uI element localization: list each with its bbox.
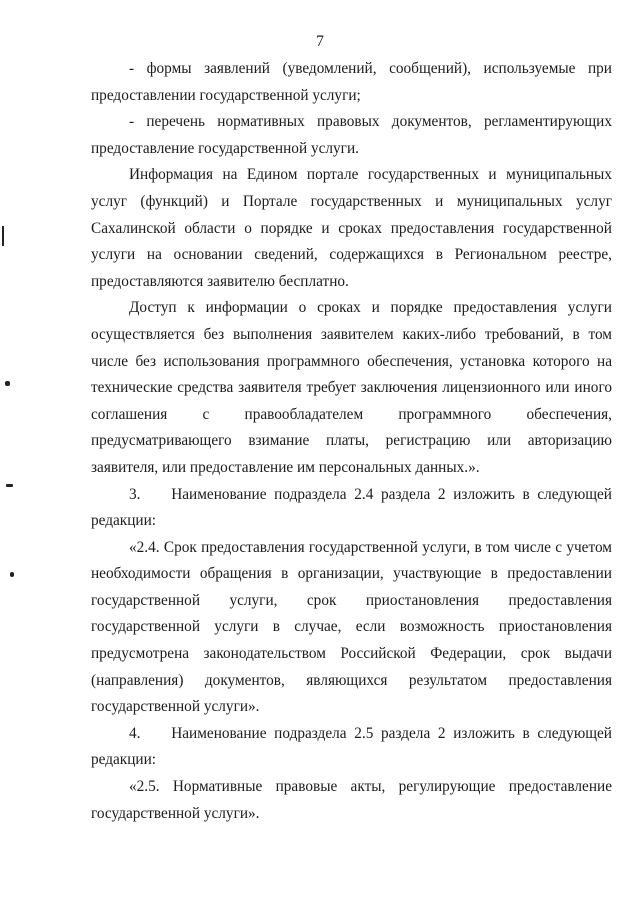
text-line: соглашения с правообладателем программного обеспечения, — [91, 405, 612, 423]
text-line: редакции: — [91, 751, 157, 769]
text-line: предоставлении государственной услуги; — [91, 86, 361, 104]
text-line: государственной услуги, срок приостановления предоставления — [91, 591, 612, 609]
text-line: государственной услуги». — [91, 698, 260, 716]
text-line: заявителя, или предоставление им персональных данных.». — [91, 458, 480, 476]
text-line: предоставляются заявителю бесплатно. — [91, 272, 349, 290]
text-line: (направления) документов, являющихся результатом предоставления — [91, 671, 612, 689]
paragraph-forms — [91, 56, 612, 109]
paragraph-section-2-5 — [91, 774, 612, 827]
text-line: предусматривающего взимание платы, регистрацию или авторизацию — [91, 432, 612, 450]
text-line: Информация на Едином портале государственных и муниципальных — [129, 166, 612, 184]
text-line: числе без использования программного обеспечения, установка которого на — [91, 352, 612, 370]
text-line: предоставление государственной услуги. — [91, 139, 359, 157]
text-line: «2.4. Срок предоставления государственной услуги, в том числе с учетом — [129, 538, 612, 556]
text-line: государственной услуги». — [91, 804, 260, 822]
text-line: государственной услуги в случае, если возможность приостановления — [91, 618, 612, 636]
text-line: услуги на основании сведений, содержащихся в Региональном реестре, — [91, 246, 612, 264]
scan-mark — [5, 381, 10, 386]
text-line: технические средства заявителя требует заключения лицензионного или иного — [91, 379, 612, 397]
document-body — [91, 56, 612, 827]
paragraph-item-3 — [91, 482, 612, 535]
text-line: Сахалинской области о порядке и сроках предоставления государственной — [91, 219, 612, 237]
text-line: предусмотрена законодательством Российской Федерации, срок выдачи — [91, 645, 612, 663]
paragraph-item-4 — [91, 721, 612, 774]
text-line: «2.5. Нормативные правовые акты, регулирующие предоставление — [129, 778, 612, 796]
scan-mark — [10, 572, 14, 577]
page-number: 7 — [316, 33, 324, 50]
paragraph-portal-info — [91, 162, 612, 295]
text-line: Доступ к информации о сроках и порядке предоставления услуги — [129, 299, 612, 317]
text-line: необходимости обращения в организации, участвующие в предоставлении — [91, 565, 612, 583]
text-line: осуществляется без выполнения заявителем каких-либо требований, в том — [91, 325, 612, 343]
text-line: - формы заявлений (уведомлений, сообщений), используемые при — [129, 60, 612, 77]
text-line: 4. Наименование подраздела 2.5 раздела 2 изложить в следующей — [129, 724, 612, 742]
scan-mark — [2, 226, 4, 246]
text-line: услуг (функций) и Портале государственных и муниципальных услуг — [91, 192, 612, 210]
paragraph-regulations — [91, 109, 612, 162]
paragraph-section-2-4 — [91, 535, 612, 721]
text-line: 3. Наименование подраздела 2.4 раздела 2 изложить в следующей — [129, 485, 612, 503]
paragraph-access — [91, 295, 612, 481]
text-line: - перечень нормативных правовых документов, регламентирующих — [129, 113, 612, 131]
scan-mark — [6, 484, 13, 487]
text-line: редакции: — [91, 512, 157, 530]
